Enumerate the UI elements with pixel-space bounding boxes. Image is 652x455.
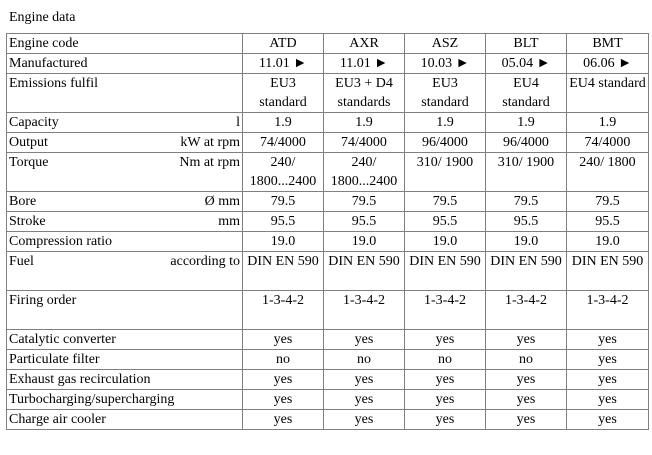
row-label-cell [7, 54, 243, 74]
engine-code-cell: BLT [486, 34, 567, 54]
value-cell: 95.5 [486, 212, 567, 232]
row-label-cell [7, 74, 243, 113]
value-cell: 95.5 [243, 212, 324, 232]
row-label-cell [7, 330, 243, 350]
table-row [7, 74, 649, 113]
value-cell: yes [567, 350, 649, 370]
value-cell: yes [243, 370, 324, 390]
row-label-cell [7, 113, 243, 133]
page-title: Engine data [9, 10, 76, 25]
value-cell: 1-3-4-2 [243, 291, 324, 330]
value-cell: EU3 + D4 standards [324, 74, 405, 113]
value-cell: 96/4000 [486, 133, 567, 153]
value-cell: DIN EN 590 [405, 252, 486, 291]
value-cell: 79.5 [243, 192, 324, 212]
value-cell: 05.04 ► [486, 54, 567, 74]
value-cell: 1.9 [405, 113, 486, 133]
value-cell: 1-3-4-2 [486, 291, 567, 330]
table-row [7, 133, 649, 153]
row-label: Catalytic converter [9, 332, 116, 347]
value-cell: 1.9 [324, 113, 405, 133]
value-cell: no [324, 350, 405, 370]
value-cell: yes [486, 330, 567, 350]
row-label: Firing order [9, 293, 77, 308]
row-label: Compression ratio [9, 234, 113, 249]
row-label-cell [7, 232, 243, 252]
value-cell: 11.01 ► [243, 54, 324, 74]
table-row [7, 54, 649, 74]
value-cell: yes [243, 390, 324, 410]
value-cell: yes [405, 330, 486, 350]
table-row [7, 232, 649, 252]
row-label: Stroke [9, 214, 46, 229]
table-row [7, 410, 649, 430]
value-cell: yes [243, 330, 324, 350]
table-row [7, 192, 649, 212]
row-unit: Ø mm [204, 194, 240, 209]
row-label-cell [7, 390, 243, 410]
row-label-cell [7, 410, 243, 430]
value-cell: 310/ 1900 [405, 153, 486, 192]
value-cell: 95.5 [324, 212, 405, 232]
value-cell: yes [405, 390, 486, 410]
value-cell: yes [567, 330, 649, 350]
row-label: Turbocharging/supercharging [9, 392, 175, 407]
row-label-cell [7, 192, 243, 212]
value-cell: 240/ 1800 [567, 153, 649, 192]
value-cell: EU3 standard [405, 74, 486, 113]
value-cell: 19.0 [243, 232, 324, 252]
table-row [7, 252, 649, 291]
row-label-cell [7, 350, 243, 370]
value-cell: 10.03 ► [405, 54, 486, 74]
value-cell: yes [567, 370, 649, 390]
value-cell: 240/ 1800...2400 [324, 153, 405, 192]
table-row [7, 212, 649, 232]
value-cell: 74/4000 [243, 133, 324, 153]
row-label: Capacity [9, 115, 59, 130]
value-cell: 1-3-4-2 [324, 291, 405, 330]
table-row [7, 370, 649, 390]
value-cell: 1.9 [243, 113, 324, 133]
value-cell: no [486, 350, 567, 370]
value-cell: DIN EN 590 [486, 252, 567, 291]
engine-data-table [6, 33, 649, 430]
row-label: Exhaust gas recirculation [9, 372, 151, 387]
value-cell: 19.0 [486, 232, 567, 252]
table-row [7, 291, 649, 330]
value-cell: 11.01 ► [324, 54, 405, 74]
value-cell: yes [243, 410, 324, 430]
value-cell: 1-3-4-2 [567, 291, 649, 330]
row-unit: Nm at rpm [179, 155, 240, 170]
value-cell: 310/ 1900 [486, 153, 567, 192]
table-row [7, 113, 649, 133]
row-label: Output [9, 135, 48, 150]
value-cell: yes [486, 370, 567, 390]
value-cell: yes [486, 410, 567, 430]
row-unit: kW at rpm [180, 135, 240, 150]
value-cell: 79.5 [405, 192, 486, 212]
value-cell: yes [405, 370, 486, 390]
value-cell: EU3 standard [243, 74, 324, 113]
row-label-cell [7, 153, 243, 192]
value-cell: EU4 standard [486, 74, 567, 113]
row-label-cell [7, 370, 243, 390]
value-cell: yes [567, 390, 649, 410]
value-cell: yes [405, 410, 486, 430]
row-unit: l [236, 115, 240, 130]
value-cell: yes [324, 390, 405, 410]
value-cell: 1.9 [486, 113, 567, 133]
value-cell: DIN EN 590 [324, 252, 405, 291]
row-label: Particulate filter [9, 352, 100, 367]
header-label: Engine code [7, 34, 243, 54]
value-cell: no [243, 350, 324, 370]
row-unit: mm [218, 214, 240, 229]
row-label-cell [7, 212, 243, 232]
value-cell: 19.0 [567, 232, 649, 252]
row-label-cell [7, 252, 243, 291]
value-cell: 19.0 [324, 232, 405, 252]
value-cell: yes [324, 410, 405, 430]
value-cell: yes [324, 330, 405, 350]
value-cell: 1-3-4-2 [405, 291, 486, 330]
table-row [7, 350, 649, 370]
value-cell: 74/4000 [567, 133, 649, 153]
row-label: Charge air cooler [9, 412, 106, 427]
value-cell: 240/ 1800...2400 [243, 153, 324, 192]
value-cell: DIN EN 590 [243, 252, 324, 291]
value-cell: 79.5 [324, 192, 405, 212]
row-label: Emissions fulfil [9, 76, 99, 91]
value-cell: 06.06 ► [567, 54, 649, 74]
row-label: Torque [9, 155, 49, 170]
value-cell: 19.0 [405, 232, 486, 252]
value-cell: 79.5 [567, 192, 649, 212]
value-cell: 79.5 [486, 192, 567, 212]
value-cell: yes [567, 410, 649, 430]
row-label: Fuel [9, 254, 34, 269]
value-cell: 1.9 [567, 113, 649, 133]
value-cell: 95.5 [567, 212, 649, 232]
engine-code-cell: AXR [324, 34, 405, 54]
engine-code-cell: ATD [243, 34, 324, 54]
value-cell: yes [486, 390, 567, 410]
value-cell: EU4 standard [567, 74, 649, 113]
engine-code-cell: BMT [567, 34, 649, 54]
row-label-cell [7, 291, 243, 330]
value-cell: DIN EN 590 [567, 252, 649, 291]
value-cell: yes [324, 370, 405, 390]
value-cell: 96/4000 [405, 133, 486, 153]
value-cell: no [405, 350, 486, 370]
header-row [7, 34, 649, 54]
value-cell: 74/4000 [324, 133, 405, 153]
row-unit: according to [170, 254, 240, 269]
row-label: Bore [9, 194, 37, 209]
table-row [7, 330, 649, 350]
engine-code-cell: ASZ [405, 34, 486, 54]
row-label: Manufactured [9, 56, 88, 71]
row-label-cell [7, 133, 243, 153]
table-row [7, 390, 649, 410]
value-cell: 95.5 [405, 212, 486, 232]
table-row [7, 153, 649, 192]
